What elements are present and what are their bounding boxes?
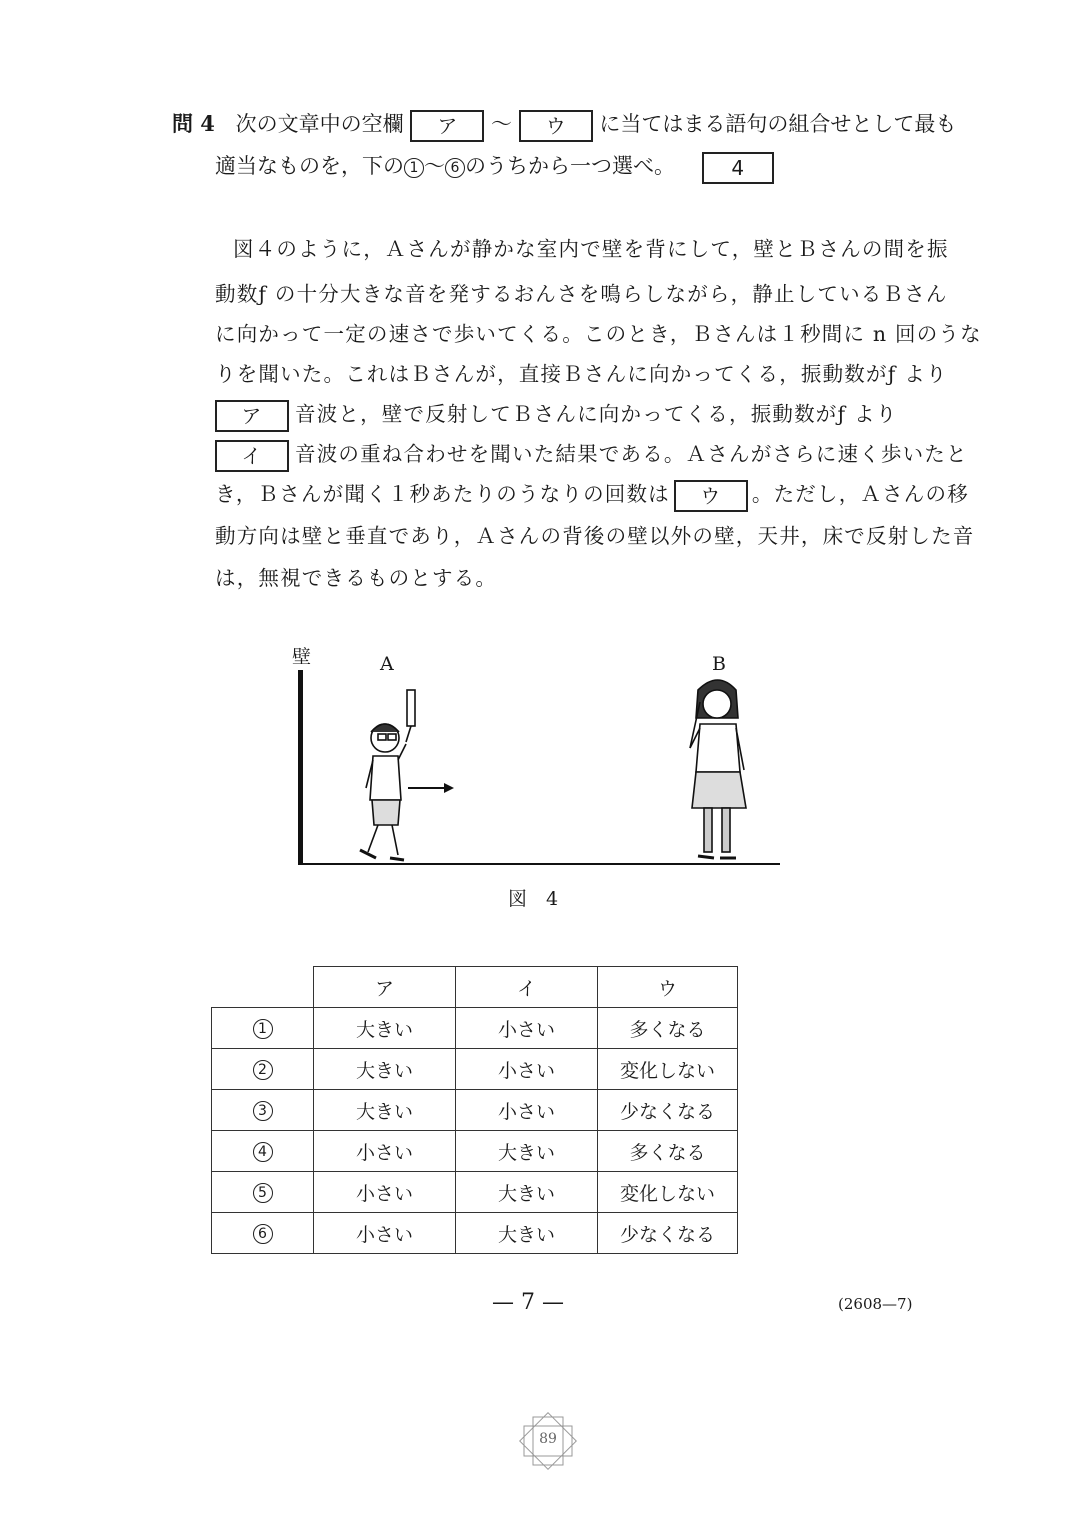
table-cell: 少なくなる (598, 1213, 738, 1254)
table-row (212, 1172, 738, 1213)
exam-code: (2608—7) (838, 1295, 913, 1313)
motion-arrow (408, 783, 454, 793)
passage-line (215, 437, 968, 472)
person-b-figure (690, 680, 746, 858)
choice-circle: 6 (445, 158, 465, 178)
stamp-number: 89 (539, 1431, 557, 1447)
choice-number (212, 1172, 314, 1213)
table-cell: 小さい (314, 1213, 456, 1254)
table-header-row (212, 967, 738, 1008)
table-cell: 小さい (456, 1049, 598, 1090)
person-a-label: A (380, 653, 394, 675)
table-cell: 変化しない (598, 1172, 738, 1213)
table-cell: 大きい (314, 1090, 456, 1131)
table-cell: 大きい (314, 1049, 456, 1090)
question-text: 次の文章中の空欄 (235, 112, 404, 136)
table-cell: 小さい (314, 1172, 456, 1213)
table-cell: 小さい (456, 1008, 598, 1049)
table-cell: 大きい (314, 1008, 456, 1049)
table-cell: 多くなる (598, 1131, 738, 1172)
table-cell: 小さい (314, 1131, 456, 1172)
passage-text: 。ただし，Ａさんの移 (751, 482, 969, 506)
passage-text: 音波の重ね合わせを聞いた結果である。Ａさんがさらに速く歩いたと (295, 442, 968, 466)
wall-label: 壁 (292, 646, 312, 668)
choice-circle: 1 (404, 158, 424, 178)
blank-box-u: ウ (519, 110, 593, 142)
choice-number (212, 1213, 314, 1254)
passage-line (215, 477, 969, 512)
answer-choice-table (211, 966, 738, 1254)
tilde: ～ (424, 154, 445, 178)
figure-4-illustration (280, 660, 800, 880)
question-line-1 (172, 108, 956, 142)
question-text: のうちから一つ選べ。 (465, 154, 675, 178)
figure-caption: 図 4 (508, 888, 559, 910)
page-stamp (515, 1408, 581, 1474)
choice-number (212, 1049, 314, 1090)
choice-circle: 3 (253, 1101, 273, 1121)
choice-circle: 5 (253, 1183, 273, 1203)
person-b-label: B (712, 653, 726, 675)
choice-circle: 2 (253, 1060, 273, 1080)
question-text: 適当なものを，下の (215, 154, 404, 178)
passage-line: 図４のように，Ａさんが静かな室内で壁を背にして，壁とＢさんの間を振 (233, 237, 949, 261)
table-row (212, 1213, 738, 1254)
answer-box: 4 (702, 152, 774, 184)
table-header: ウ (598, 967, 738, 1008)
passage-line: 動数ƒ の十分大きな音を発するおんさを鳴らしながら，静止しているＢさん (215, 282, 948, 306)
table-row (212, 1090, 738, 1131)
table-corner (212, 967, 314, 1008)
table-cell: 大きい (456, 1172, 598, 1213)
passage-line: は，無視できるものとする。 (215, 566, 498, 590)
choice-number (212, 1090, 314, 1131)
table-row (212, 1008, 738, 1049)
passage-line: りを聞いた。これはＢさんが，直接Ｂさんに向かってくる，振動数がƒ より (215, 362, 948, 386)
question-number: 問 4 (172, 111, 215, 136)
table-cell: 大きい (456, 1131, 598, 1172)
question-line-2 (215, 150, 774, 184)
question-text: に当てはまる語句の組合せとして最も (599, 112, 957, 136)
wall (298, 670, 303, 865)
table-row (212, 1131, 738, 1172)
blank-box-a: ア (410, 110, 484, 142)
tilde: ～ (491, 112, 512, 136)
choice-number (212, 1131, 314, 1172)
table-cell: 少なくなる (598, 1090, 738, 1131)
blank-box-u: ウ (674, 480, 748, 512)
choice-number (212, 1008, 314, 1049)
table-row (212, 1049, 738, 1090)
blank-box-i: イ (215, 440, 289, 472)
choice-circle: 4 (253, 1142, 273, 1162)
table-cell: 大きい (456, 1213, 598, 1254)
table-cell: 小さい (456, 1090, 598, 1131)
table-header: ア (314, 967, 456, 1008)
person-a-figure (360, 690, 415, 860)
choice-circle: 6 (253, 1224, 273, 1244)
passage-line: に向かって一定の速さで歩いてくる。このとき，Ｂさんは１秒間に n 回のうな (215, 322, 982, 346)
passage-text: き，Ｂさんが聞く１秒あたりのうなりの回数は (215, 482, 670, 506)
passage-line (215, 397, 897, 432)
passage-text: 音波と，壁で反射してＢさんに向かってくる，振動数がƒ より (295, 402, 898, 426)
table-cell: 多くなる (598, 1008, 738, 1049)
blank-box-a: ア (215, 400, 289, 432)
table-header: イ (456, 967, 598, 1008)
table-cell: 変化しない (598, 1049, 738, 1090)
passage-line: 動方向は壁と垂直であり，Ａさんの背後の壁以外の壁，天井，床で反射した音 (215, 524, 975, 548)
page-number: — 7 — (492, 1290, 564, 1315)
choice-circle: 1 (253, 1019, 273, 1039)
